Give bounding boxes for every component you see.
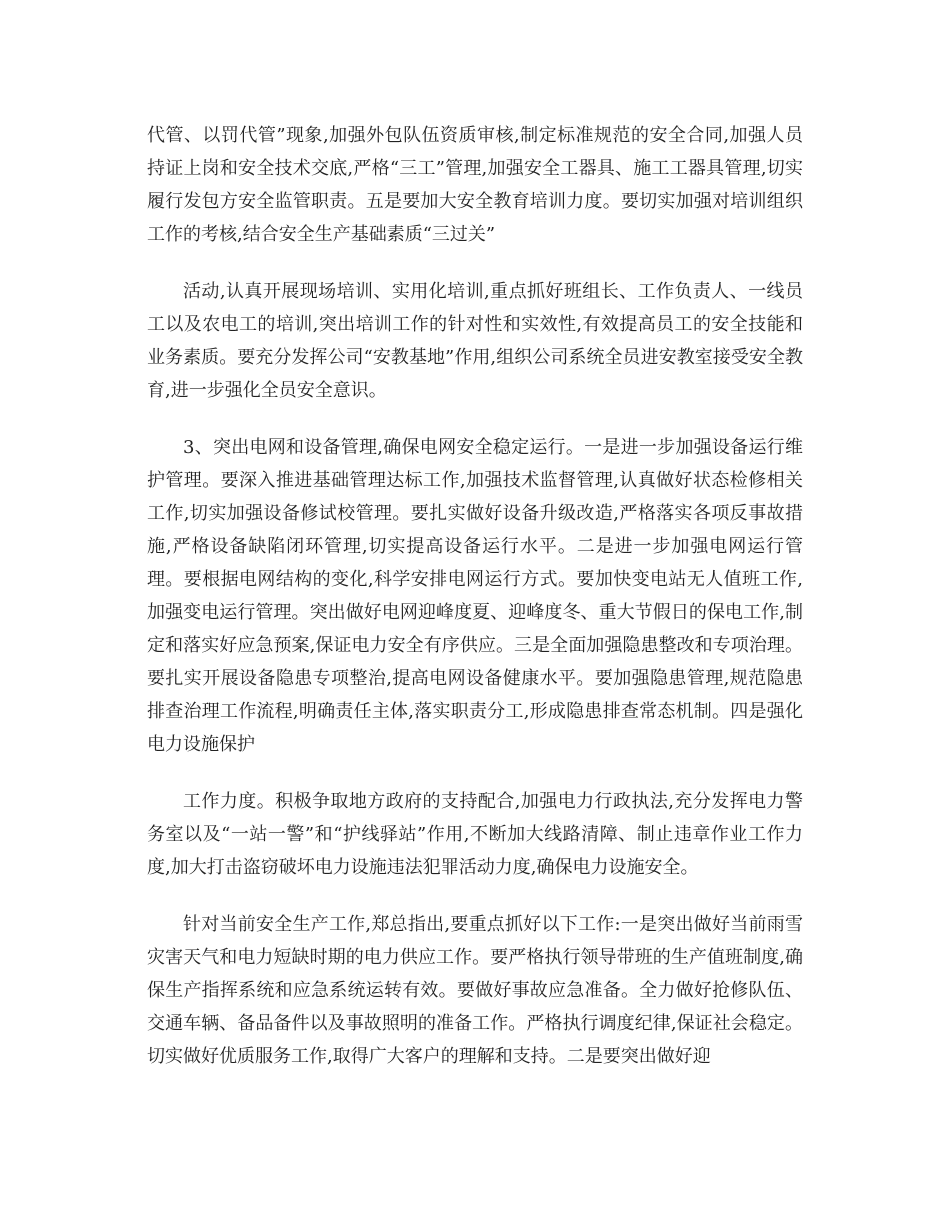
paragraph-1: 代管、以罚代管”现象,加强外包队伍资质审核,制定标准规范的安全合同,加强人员持证上岗和安全技术交底,严格“三工”管理,加强安全工器具、施工工器具管理,切实履行发包方安全监管职责。五是要加大安全教育培训力度。要切实加强对培训组织工作的考核,结合安全生产基础素质“三过关” <box>147 125 803 245</box>
paragraph-5: 针对当前安全生产工作,郑总指出,要重点抓好以下工作:一是突出做好当前雨雪灾害天气和电力短缺时期的电力供应工作。要严格执行领导带班的生产值班制度,确保生产指挥系统和应急系统运转有效。要做好事故应急准备。全力做好抢修队伍、交通车辆、备品备件以及事故照明的准备工作。严格执行调度纪律,保证社会稳定。切实做好优质服务工作,取得广大客户的理解和支持。二是要突出做好迎 <box>147 914 803 1067</box>
paragraph-4: 工作力度。积极争取地方政府的支持配合,加强电力行政执法,充分发挥电力警务室以及“一站一警”和“护线驿站”作用,不断加大线路清障、制止违章作业工作力度,加大打击盗窃破坏电力设施违法犯罪活动力度,确保电力设施安全。 <box>147 791 803 878</box>
paragraph-3: 3、突出电网和设备管理,确保电网安全稳定运行。一是进一步加强设备运行维护管理。要深入推进基础管理达标工作,加强技术监督管理,认真做好状态检修相关工作,切实加强设备修试校管理。要扎实做好设备升级改造,严格落实各项反事故措施,严格设备缺陷闭环管理,切实提高设备运行水平。二是进一步加强电网运行管理。要根据电网结构的变化,科学安排电网运行方式。要加快变电站无人值班工作,加强变电运行管理。突出做好电网迎峰度夏、迎峰度冬、重大节假日的保电工作,制定和落实好应急预案,保证电力安全有序供应。三是全面加强隐患整改和专项治理。要扎实开展设备隐患专项整治,提高电网设备健康水平。要加强隐患管理,规范隐患排查治理工作流程,明确责任主体,落实职责分工,形成隐患排查常态机制。四是强化电力设施保护 <box>147 437 803 755</box>
document-body <box>147 119 803 1097</box>
paragraph-2: 活动,认真开展现场培训、实用化培训,重点抓好班组长、工作负责人、一线员工以及农电工的培训,突出培训工作的针对性和实效性,有效提高员工的安全技能和业务素质。要充分发挥公司“安教基地”作用,组织公司系统全员进安教室接受安全教育,进一步强化全员安全意识。 <box>147 281 803 401</box>
